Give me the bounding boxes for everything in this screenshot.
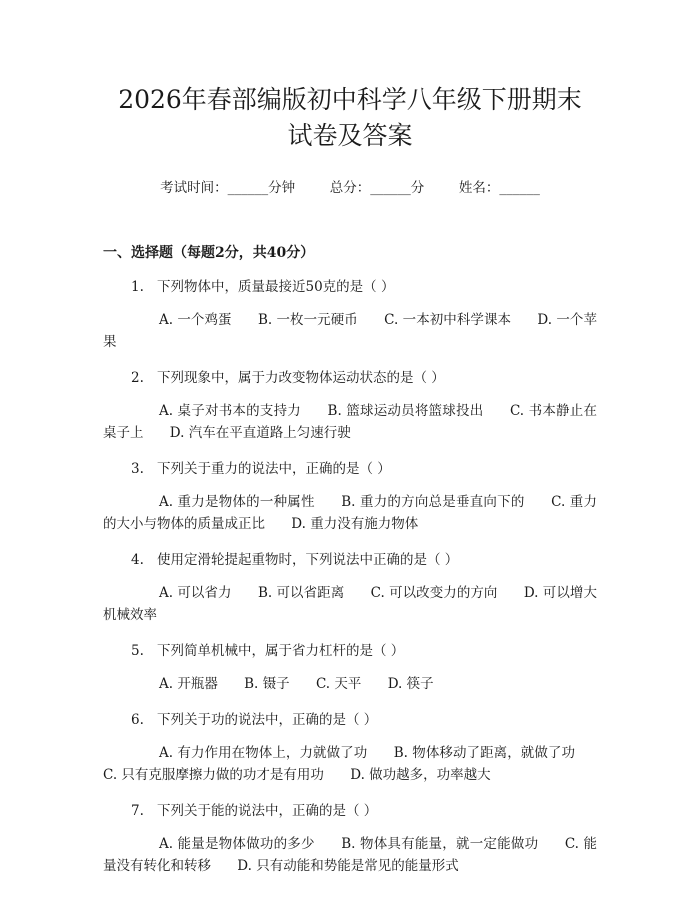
question-text: 下列关于功的说法中，正确的是（ ） xyxy=(157,712,378,728)
question-number: 5. xyxy=(131,643,144,659)
answer-option: A. 一个鸡蛋 xyxy=(159,312,232,328)
answer-option: A. 能量是物体做功的多少 xyxy=(159,836,315,852)
answer-option: A. 重力是物体的一种属性 xyxy=(159,494,315,510)
document-title: 2026年春部编版初中科学八年级下册期末试卷及答案 xyxy=(118,85,582,150)
answer-option: D. 重力没有施力物体 xyxy=(291,516,419,532)
question-stem xyxy=(103,276,597,299)
answer-option: B. 物体具有能量，就一定能做功 xyxy=(341,836,539,852)
question-options xyxy=(103,742,597,786)
question-options xyxy=(103,491,597,535)
answer-option: B. 重力的方向总是垂直向下的 xyxy=(341,494,525,510)
question-options xyxy=(103,400,597,444)
answer-option: C. 天平 xyxy=(315,676,362,692)
answer-option: C. 重力的大小与物体的质量成正比 xyxy=(103,494,597,532)
question-options xyxy=(103,833,597,877)
question-options xyxy=(103,673,597,695)
exam-time-label: 考试时间：______分钟 xyxy=(160,180,296,196)
question-stem xyxy=(103,640,597,663)
question-stem xyxy=(103,800,597,823)
answer-option: B. 镊子 xyxy=(244,676,290,692)
question-text: 下列现象中，属于力改变物体运动状态的是（ ） xyxy=(157,370,445,386)
question-number: 3. xyxy=(131,461,144,477)
answer-option: C. 能量没有转化和转移 xyxy=(103,836,597,874)
answer-option: D. 可以增大机械效率 xyxy=(103,585,597,623)
answer-option: A. 可以省力 xyxy=(159,585,232,601)
answer-option: C. 只有克服摩擦力做的功才是有用功 xyxy=(103,767,324,783)
answer-option: C. 一本初中科学课本 xyxy=(384,312,512,328)
question-number: 1. xyxy=(131,279,144,295)
answer-option: D. 一个苹果 xyxy=(103,312,597,350)
answer-option: C. 可以改变力的方向 xyxy=(370,585,498,601)
question-stem xyxy=(103,709,597,732)
question-number: 2. xyxy=(131,370,144,386)
section-title: 一、选择题（每题2分，共40分） xyxy=(103,245,315,261)
question-text: 下列关于能的说法中，正确的是（ ） xyxy=(157,803,378,819)
question-item xyxy=(103,458,597,535)
answer-option: B. 篮球运动员将篮球投出 xyxy=(327,403,484,419)
answer-option: A. 桌子对书本的支持力 xyxy=(159,403,302,419)
question-text: 下列关于重力的说法中，正确的是（ ） xyxy=(157,461,391,477)
answer-option: B. 可以省距离 xyxy=(257,585,345,601)
question-list xyxy=(103,276,597,877)
student-name-label: 姓名：______ xyxy=(458,180,540,196)
question-item xyxy=(103,549,597,626)
question-item xyxy=(103,367,597,444)
question-text: 下列简单机械中，属于省力杠杆的是（ ） xyxy=(157,643,405,659)
question-text: 使用定滑轮提起重物时，下列说法中正确的是（ ） xyxy=(157,552,459,568)
answer-option: D. 汽车在平直道路上匀速行驶 xyxy=(169,425,351,441)
question-stem xyxy=(103,458,597,481)
question-number: 4. xyxy=(131,552,144,568)
question-number: 7. xyxy=(131,803,144,819)
question-options xyxy=(103,309,597,353)
question-text: 下列物体中，质量最接近50克的是（ ） xyxy=(157,279,395,295)
total-score-label: 总分：______分 xyxy=(329,180,425,196)
exam-meta xyxy=(103,176,597,196)
answer-option: D. 筷子 xyxy=(387,676,434,692)
question-options xyxy=(103,582,597,626)
answer-option: D. 只有动能和势能是常见的能量形式 xyxy=(237,858,459,874)
answer-option: A. 开瓶器 xyxy=(159,676,218,692)
answer-option: B. 物体移动了距离，就做了功 xyxy=(393,745,575,761)
question-item xyxy=(103,800,597,877)
answer-option: D. 做功越多，功率越大 xyxy=(350,767,491,783)
answer-option: B. 一枚一元硬币 xyxy=(257,312,358,328)
question-number: 6. xyxy=(131,712,144,728)
question-item xyxy=(103,276,597,353)
question-stem xyxy=(103,549,597,572)
question-item xyxy=(103,640,597,695)
answer-option: A. 有力作用在物体上，力就做了功 xyxy=(159,745,368,761)
question-stem xyxy=(103,367,597,390)
answer-option: C. 书本静止在桌子上 xyxy=(103,403,597,441)
question-item xyxy=(103,709,597,786)
